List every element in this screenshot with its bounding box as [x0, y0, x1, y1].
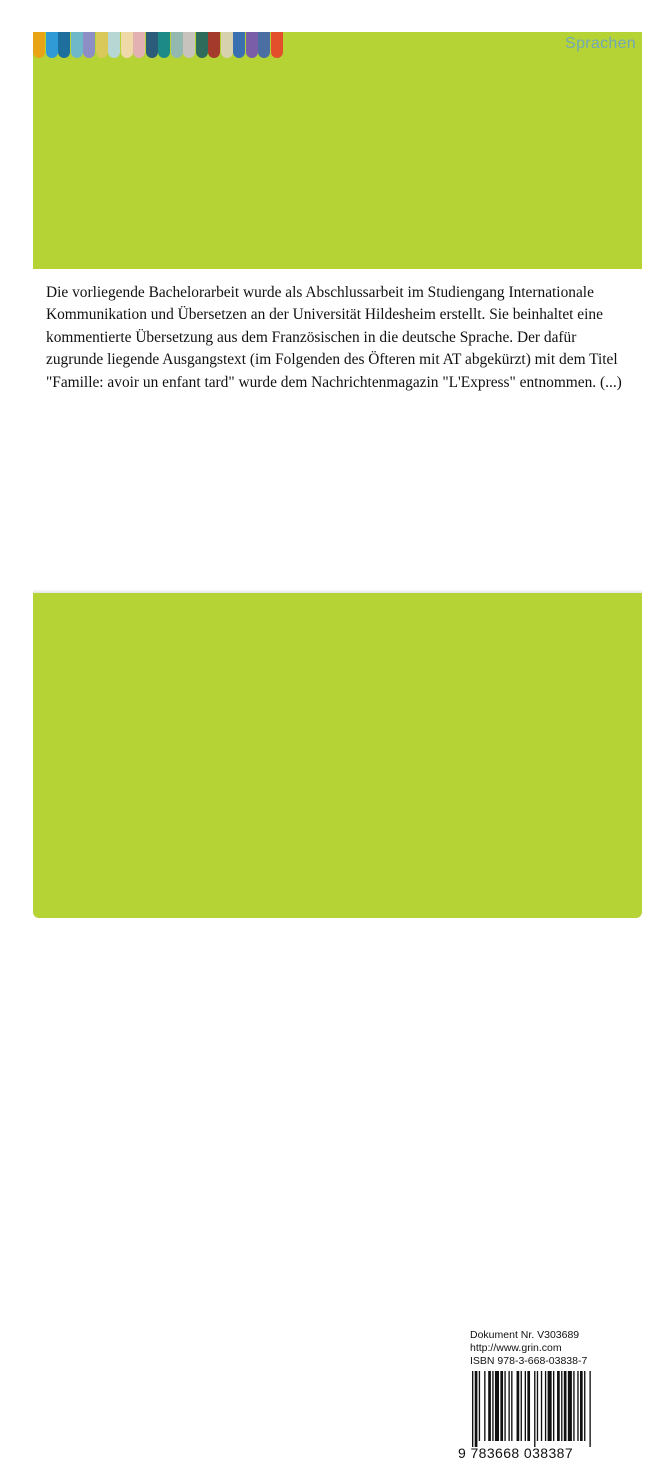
document-number: Dokument Nr. V303689: [470, 1329, 580, 1341]
color-stripe: [171, 32, 183, 58]
color-stripe: [133, 32, 145, 58]
color-stripe: [258, 32, 270, 58]
color-stripe: [146, 32, 158, 58]
book-description: Die vorliegende Bachelorarbeit wurde als Abschlussarbeit im Studiengang Internationale Kommunikation und Übersetzen an der Universität Hildesheim erstellt. Sie beinhaltet eine kommentierte Übersetzung aus dem Französischen in die deutsche Sprache. Der dafür zugrunde liegende Ausgangstext (im Folgenden des Öfteren mit AT abgekürzt) mit dem Titel "Famille: avoir un enfant tard" wurde dem Nachrichtenmagazin "L'Express" entnommen. (...): [46, 284, 622, 391]
barcode-digits: 9 783668 038387: [458, 1445, 573, 1461]
color-stripes: [33, 32, 283, 58]
color-stripe: [121, 32, 133, 58]
barcode: [470, 1371, 634, 1447]
color-stripe: [196, 32, 208, 58]
top-green-panel: [33, 32, 642, 269]
color-stripe: [46, 32, 58, 58]
color-stripe: [96, 32, 108, 58]
publisher-url: www.grin.com: [519, 1170, 628, 1187]
color-stripe: [233, 32, 245, 58]
isbn-url: http://www.grin.com: [470, 1342, 562, 1354]
book-back-cover: [33, 32, 642, 1461]
color-stripe: [271, 32, 283, 58]
color-stripe: [71, 32, 83, 58]
color-stripe: [158, 32, 170, 58]
color-stripe: [83, 32, 95, 58]
category-label: Sprachen: [565, 35, 636, 52]
color-stripe: [246, 32, 258, 58]
isbn-box: [446, 1319, 642, 1468]
bottom-green-panel: [33, 593, 642, 1461]
color-stripe: [208, 32, 220, 58]
color-stripe: [221, 32, 233, 58]
isbn-info: [470, 1329, 587, 1368]
color-stripe: [183, 32, 195, 58]
color-stripe: [58, 32, 70, 58]
color-stripe: [33, 32, 45, 58]
color-stripe: [108, 32, 120, 58]
isbn-number: ISBN 978-3-668-03838-7: [470, 1355, 588, 1367]
